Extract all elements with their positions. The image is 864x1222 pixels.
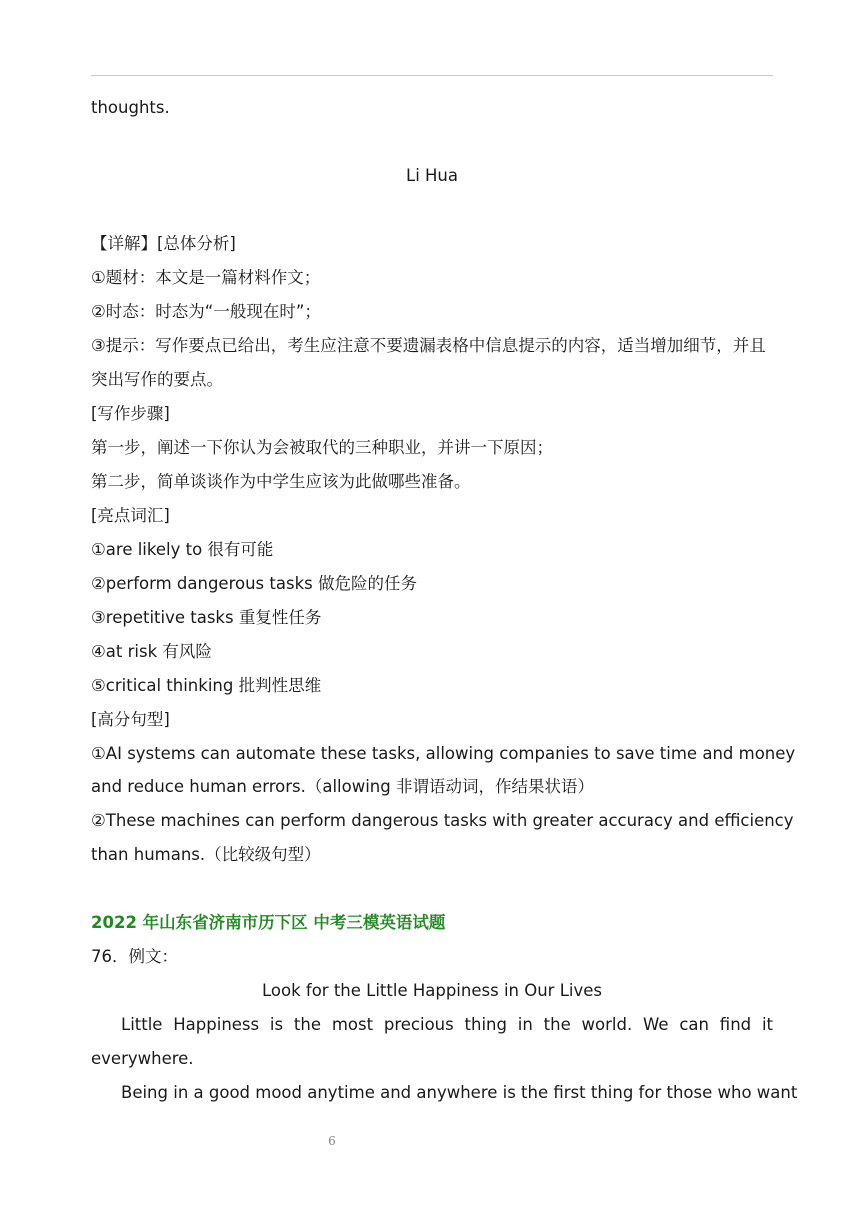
essay-title: Look for the Little Happiness in Our Lives [262, 981, 602, 1000]
text-line: ②时态：时态为“一般现在时”； [91, 302, 321, 321]
text-line: than humans.（比较级句型） [91, 845, 321, 864]
list-item: ③repetitive tasks 重复性任务 [91, 608, 322, 627]
text-line: 突出写作的要点。 [91, 370, 223, 389]
section-heading: 【详解】[总体分析] [91, 234, 236, 253]
text-line: everywhere. [91, 1049, 194, 1068]
text-line: and reduce human errors.（allowing 非谓语动词，作结果状语） [91, 777, 594, 796]
page-number: 6 [328, 1134, 336, 1148]
list-item: ②perform dangerous tasks 做危险的任务 [91, 574, 417, 593]
list-item: ④at risk 有风险 [91, 642, 212, 661]
section-heading: [高分句型] [91, 710, 170, 729]
text-line: 第一步，阐述一下你认为会被取代的三种职业，并讲一下原因； [91, 438, 553, 457]
text-line: 第二步，简单谈谈作为中学生应该为此做哪些准备。 [91, 472, 471, 491]
question-number: 76．例文： [91, 947, 178, 966]
list-item: ⑤critical thinking 批判性思维 [91, 676, 322, 695]
text-line: ③提示：写作要点已给出，考生应注意不要遗漏表格中信息提示的内容，适当增加细节，并且 [91, 336, 766, 355]
text-line: ①AI systems can automate these tasks, allowing companies to save time and money [91, 744, 796, 763]
text-line: Being in a good mood anytime and anywhere is the first thing for those who want [121, 1083, 798, 1102]
section-heading: [亮点词汇] [91, 506, 170, 525]
header-rule [91, 75, 773, 76]
exam-title: 2022 年山东省济南市历下区 中考三模英语试题 [91, 913, 446, 932]
list-item: ①are likely to 很有可能 [91, 540, 274, 559]
signature: Li Hua [406, 166, 458, 185]
section-heading: [写作步骤] [91, 404, 170, 423]
text-line: ①题材：本文是一篇材料作文； [91, 268, 321, 287]
text-line: thoughts. [91, 98, 170, 117]
text-line: ②These machines can perform dangerous tasks with greater accuracy and efficiency [91, 811, 794, 830]
text-line: Little Happiness is the most precious thing in the world. We can find it [121, 1015, 773, 1034]
